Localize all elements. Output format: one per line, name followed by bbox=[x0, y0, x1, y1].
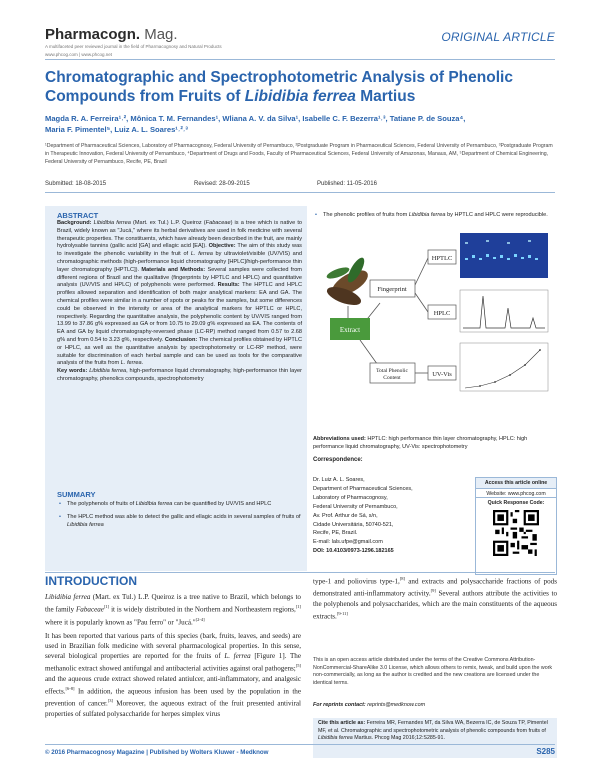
abbreviations-text: HPTLC: high performance thin layer chromatography, HPLC: high performance liquid chromatography, UV-Vis: spectrophotometry bbox=[313, 436, 528, 450]
fruit-photo bbox=[325, 255, 372, 308]
family-name: Fabaceae bbox=[75, 605, 104, 614]
correspondence-heading: Correspondence: bbox=[313, 457, 363, 463]
keywords-text: , high-performance liquid chromatography, high-performance thin layer chromatography, phenolics compounds, spectrophotometry bbox=[57, 368, 302, 382]
intro-text: Moreover, the aqueous extract of the fruit presented antiviral properties of sulfated polysaccharide for herpes simplex virus bbox=[45, 699, 302, 718]
graphical-bullet bbox=[315, 212, 555, 220]
title-line-1: Chromatographic and Spectrophotometric Analysis of Phenolic bbox=[45, 69, 513, 86]
abstract-text: The HPTLC and HPLC profiles allowed separation and identification of both major analytical markers: EA and GA. The chemical profiles were similar in a number of spots or peaks for the samples, but some differences could be observed in the intensity or area of the analytical markers for HPTLC or HPLC, respectively. Regarding the quantitative analysis, the polyphenolic content by UV/VIS ranged from 13.99 to 37.86 g% expressed as GA or from 10.75 to 29.09 g% expressed as EA. The contents of EA and GA by liquid chromatography-reversed phase (LC-RP) method ranged from 0.57 to 2.68 g% and from 0.54 to 3.23 g%, respectively. bbox=[57, 282, 302, 343]
revised-date: Revised: 28-09-2015 bbox=[194, 181, 250, 187]
license-text: This is an open access article distributed under the terms of the Creative Commons Attribution-NonCommercial-ShareAlike 3.0 License, which allows others to remix, tweak, and build upon the work non-commercially, as long as the author is credited and the new creations are licensed under the identical terms. bbox=[313, 657, 553, 686]
species-name: Libidibia ferrea bbox=[135, 501, 173, 507]
intro-column-left bbox=[45, 592, 301, 723]
citation-ref[interactable]: [2-4] bbox=[195, 616, 205, 622]
citation-ref[interactable]: [6-8] bbox=[65, 685, 75, 691]
introduction-heading: INTRODUCTION bbox=[45, 574, 137, 588]
title-line-2-a: Compounds from Fruits of bbox=[45, 88, 245, 105]
journal-name-main: Pharmacogn. bbox=[45, 26, 141, 43]
citation-ref[interactable]: [9-11] bbox=[336, 611, 348, 616]
intro-paragraph bbox=[313, 574, 557, 621]
affiliations: ¹Department of Pharmaceutical Sciences, Laboratory of Pharmacognosy, Federal University of Pernambuco, ²Postgraduate Program in Pharmaceutical Sciences, Federal University of Pernambuco, ³Postgraduate Program in Therapeutic Innovation, Federal University of Pernambuco, ⁴Department of Drugs and Foods, Faculty of Pharmaceutical Sciences, Federal University of Amazonas, Manaus, AM, ⁵Department of Chemical Engineering, Federal University of Pernambuco, Recife, PE, Brazil bbox=[45, 143, 553, 165]
access-heading: Access this article online bbox=[476, 478, 556, 488]
intro-divider bbox=[45, 572, 555, 573]
background-label: Background: bbox=[57, 220, 92, 226]
intro-column-right bbox=[313, 574, 557, 625]
species-name: L. ferrea bbox=[224, 652, 251, 661]
species-name: Libidibia ferrea bbox=[408, 212, 446, 218]
corr-line: Av. Prof. Arthur de Sá, s/n, bbox=[313, 512, 378, 519]
hplc-chromatogram bbox=[460, 290, 548, 332]
abstract-text: The chemical profiles obtained by HPTLC or HPLC, as well as the quantitative analysis by spectrophotometry or LC-RP method, were suitable for discrimination of each herbal sample and can be used as tools for the comparative analysis of the fruits from bbox=[57, 336, 302, 367]
journal-name-mag: Mag. bbox=[140, 26, 178, 43]
intro-text: It has been reported that various parts of this species (bark, fruits, leaves, and seeds) are used in Brazilian folk medicine with several pharmacological properties. In this sense, several biological properties are reported for the fruits of bbox=[45, 632, 301, 661]
title-species: Libidibia ferrea bbox=[244, 88, 356, 105]
footer-copyright: © 2016 Pharmacognosy Magazine | Published by Wolters Kluwer - Medknow bbox=[45, 749, 269, 756]
fingerprint-label: Fingerprint bbox=[377, 286, 407, 293]
page-number: S285 bbox=[536, 747, 555, 756]
hptlc-label: HPTLC bbox=[431, 255, 453, 262]
abstract-heading: ABSTRACT bbox=[57, 211, 99, 220]
dates-divider bbox=[45, 192, 555, 193]
abbreviations-label: Abbreviations used: bbox=[313, 436, 366, 442]
cite-body: Ferreira MR, Fernandes MT, da Silva WA, Bezerra IC, de Souza TP, Pimentel MF, et al. Chromatographic and spectrophotometric analysis of phenolic compounds from fruits of bbox=[318, 720, 548, 734]
intro-text: [Figure 1]. The methanolic extract showed antifungal and antibacterial activities against oral pathogens; bbox=[45, 652, 301, 673]
citation-ref[interactable]: [8] bbox=[399, 576, 406, 581]
cite-text bbox=[318, 720, 553, 743]
citation-ref[interactable]: [5] bbox=[295, 663, 301, 669]
abstract-text: Several samples were collected from different regions of Brazil and the qualitative (fingerprints by HPTLC and HPLC) and quantitative analysis (UV/VIS and HPLC) of polyphenols were performed. bbox=[57, 266, 302, 289]
intro-text: type-1 and poliovirus type-1, bbox=[313, 577, 400, 586]
species-name: Libidibia ferrea bbox=[93, 220, 131, 226]
total-phenolic-label-1: Total Phenolic bbox=[376, 368, 408, 374]
reprints-label: For reprints contact: bbox=[313, 702, 366, 708]
submitted-date: Submitted: 18-08-2015 bbox=[45, 181, 107, 187]
corr-line: Recife, PE, Brazil. bbox=[313, 530, 358, 537]
abstract-text: (Mart. ex Tul.) L.P. Queiroz ( bbox=[130, 220, 206, 226]
species-name: L. ferrea bbox=[190, 251, 213, 258]
abstract-text: The aim of this study was to investigate the phenolic variability in the fruit of bbox=[57, 243, 302, 258]
species-name: L. ferrea bbox=[120, 360, 142, 367]
citation-ref[interactable]: [1] bbox=[295, 604, 301, 610]
summary-text: The HPLC method was able to detect the gallic and ellagic acids in several samples of fruits of bbox=[67, 513, 301, 520]
intro-text: and the aqueous crude extract showed related antiulcer, anti-inflammatory, and analgesic effects. bbox=[45, 674, 301, 696]
corr-line: Federal University of Pernambuco, bbox=[313, 503, 398, 510]
cite-label: Cite this article as: bbox=[318, 720, 366, 726]
graphical-abstract-figure bbox=[320, 228, 552, 428]
author-list bbox=[45, 113, 557, 135]
intro-text: it is widely distributed in the Northern and Northeastern regions, bbox=[109, 605, 296, 614]
citation-ref[interactable]: [3] bbox=[107, 698, 113, 704]
access-online-box bbox=[475, 477, 557, 575]
conclusion-label: Conclusion: bbox=[164, 336, 198, 343]
intro-text: (Mart. ex Tul.) L.P. Queiroz is a tree native to Brazil, which belongs to the family bbox=[45, 593, 301, 614]
correspondence-block bbox=[313, 476, 473, 556]
summary-bullet bbox=[57, 501, 302, 509]
abbreviations bbox=[313, 436, 558, 452]
results-label: Results: bbox=[217, 282, 240, 289]
citation-ref[interactable]: [1] bbox=[103, 604, 110, 610]
corr-line: Department of Pharmaceutical Sciences, bbox=[313, 485, 413, 492]
intro-text: and extracts and polysaccharide fractions of pods demonstrated anti-inflammatory activity. bbox=[313, 577, 557, 598]
keywords-label: Key words: bbox=[57, 368, 88, 375]
authors-line-2: Maria F. Pimentel⁵, Luiz A. L. Soares¹˒²˒³ bbox=[45, 125, 188, 134]
article-title bbox=[45, 68, 560, 106]
species-name: Libidibia ferrea bbox=[89, 368, 127, 375]
summary-bullet bbox=[57, 514, 302, 530]
corr-line: Cidade Universitária, 50740-521, bbox=[313, 521, 394, 528]
hplc-label: HPLC bbox=[433, 310, 451, 317]
uvvis-label: UV-Vis bbox=[432, 371, 452, 378]
citation-ref[interactable]: [9] bbox=[430, 588, 436, 594]
journal-name bbox=[45, 26, 178, 43]
cite-body: Martius. Phcog Mag 2016;12:S285-91. bbox=[352, 735, 445, 742]
abstract-text: . bbox=[141, 360, 144, 367]
authors-line-1: Magda R. A. Ferreira¹˒², Mônica T. M. Fernandes¹, Wliana A. V. da Silva¹, Isabelle C. F. Bezerra¹˒³, Tatiane P. de Souza⁴, bbox=[45, 114, 466, 123]
abstract-text: by ultraviolet/visible (UV/VIS) and chromatographic methods (high-performance liquid chromatography [HPLC]/high-performance thin layer chromatography [HPTLC]). bbox=[57, 251, 303, 273]
summary-text: The polyphenols of fruits of bbox=[67, 501, 136, 507]
abstract-text: ) is a tree which is native to Brazil, widely known as "Jucá," where its herbal derivatives are used in folk medicine with several therapeutic properties. The constituents, which have already been described in the fruit, are mainly hydrolysable tannins (gallic acid [GA] and ellagic acid [EA]). bbox=[57, 220, 302, 250]
intro-text: where it is popularly known as "Pau ferro" or "Jucá." bbox=[45, 617, 196, 626]
corr-email[interactable]: E-mail: lals.ufpe@gmail.com bbox=[313, 539, 383, 546]
access-website[interactable]: Website: www.phcog.com bbox=[476, 488, 556, 498]
qr-label: Quick Response Code: bbox=[487, 500, 545, 506]
reprints-contact bbox=[313, 702, 425, 708]
corr-name: Dr. Luiz A. L. Soares, bbox=[313, 477, 365, 483]
graphical-text: by HPTLC and HPLC were reproducible. bbox=[445, 212, 548, 218]
family-name: Fabaceae bbox=[205, 220, 231, 226]
intro-paragraph bbox=[45, 631, 301, 719]
summary-heading: SUMMARY bbox=[57, 490, 96, 499]
intro-paragraph bbox=[45, 592, 301, 627]
journal-tagline: A multifaceted peer reviewed journal in the field of Pharmacognosy and Natural Products bbox=[45, 44, 222, 49]
methods-label: Materials and Methods: bbox=[141, 266, 206, 273]
extract-label: Extract bbox=[339, 326, 361, 334]
species-name: Libidibia ferrea bbox=[318, 735, 353, 742]
intro-text: In addition, the aqueous infusion has been used by the population in the prevention of cancer. bbox=[45, 687, 301, 708]
intro-text: Several authors attribute the activities to the polyphenols and polysaccharides, which are the main constituents of the aqueous extracts. bbox=[313, 589, 557, 621]
graphical-bullet-list bbox=[315, 212, 555, 220]
reprints-email[interactable]: reprints@medknow.com bbox=[365, 702, 426, 708]
total-phenolic-label-2: Content bbox=[383, 375, 401, 381]
graphical-text: The phenolic profiles of fruits from bbox=[323, 212, 409, 218]
journal-weburl: www.phcog.com | www.phcog.net bbox=[45, 52, 112, 57]
species-name: Libidibia ferrea bbox=[45, 593, 91, 601]
species-name: Libidibia ferrea bbox=[67, 521, 104, 528]
corr-doi[interactable]: DOI: 10.4103/0973-1296.182165 bbox=[313, 548, 394, 555]
qr-code[interactable] bbox=[493, 510, 539, 556]
title-line-2 bbox=[45, 87, 560, 106]
header-divider bbox=[45, 59, 555, 60]
corr-line: Laboratory of Pharmacognosy, bbox=[313, 494, 388, 501]
article-type: ORIGINAL ARTICLE bbox=[441, 30, 555, 44]
objective-label: Objective: bbox=[208, 243, 236, 250]
abstract-body bbox=[57, 220, 302, 384]
footer-divider bbox=[45, 744, 555, 745]
uvvis-plot bbox=[460, 343, 548, 391]
title-line-2-b: Martius bbox=[355, 88, 416, 105]
summary-list bbox=[57, 501, 302, 534]
summary-text: can be quantified by UV/VIS and HPLC bbox=[172, 501, 272, 507]
published-date: Published: 11-05-2016 bbox=[317, 181, 377, 187]
